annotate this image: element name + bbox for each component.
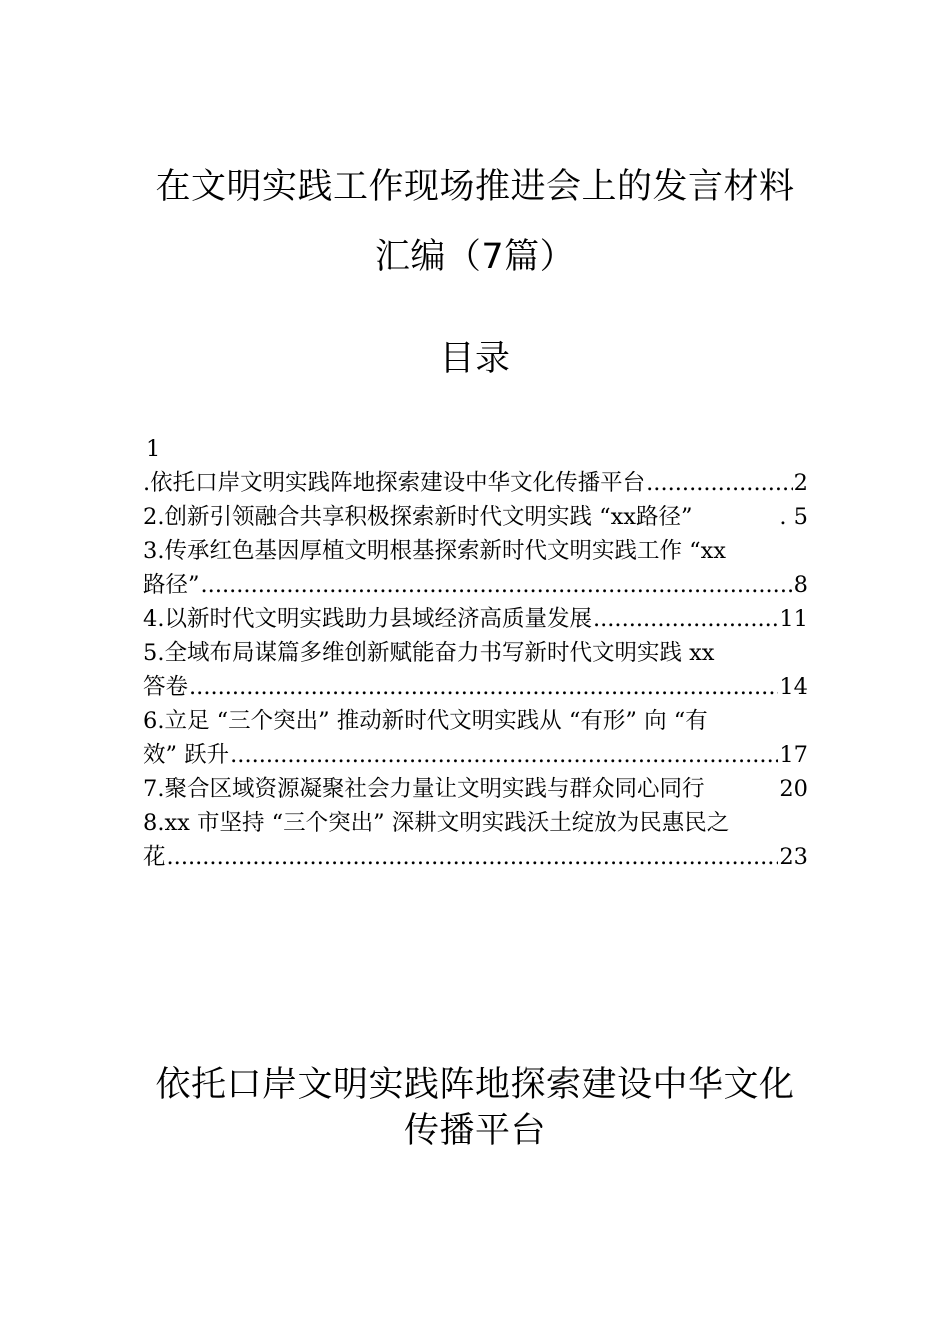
toc-entry-5[interactable] bbox=[143, 636, 808, 704]
toc-leader-dots bbox=[230, 738, 778, 772]
toc-entry-8[interactable] bbox=[143, 806, 808, 874]
toc-entry-title-line-1: 3.传承红色基因厚植文明根基探索新时代文明实践工作 “xx bbox=[143, 538, 727, 564]
toc-entry-title-line-2: 花 bbox=[143, 844, 166, 870]
toc-leader-dots bbox=[593, 602, 778, 636]
toc-leader-dots bbox=[189, 670, 778, 704]
toc-entry-title-line-2: 效” 跃升 bbox=[143, 742, 230, 768]
toc-entry-7[interactable] bbox=[143, 772, 808, 806]
toc-page-number: 23 bbox=[779, 844, 808, 870]
toc-leader-dots bbox=[201, 568, 793, 602]
toc-page-number: 8 bbox=[793, 572, 808, 598]
toc-heading: 目录 bbox=[439, 339, 511, 379]
toc-leading-number: 1 bbox=[146, 436, 161, 462]
toc-entry-title: 2.创新引领融合共享积极探索新时代文明实践 “xx路径” bbox=[143, 504, 693, 530]
toc-entry-title-line-1: 8.xx 市坚持 “三个突出” 深耕文明实践沃土绽放为民惠民之 bbox=[143, 810, 730, 836]
toc-page-number: 14 bbox=[779, 674, 808, 700]
document-title-line-2: 汇编（7篇） bbox=[374, 237, 576, 277]
toc-page-number: 11 bbox=[779, 606, 808, 632]
toc-entry-3[interactable] bbox=[143, 534, 808, 602]
toc-entry-title: .依托口岸文明实践阵地探索建设中华文化传播平台 bbox=[143, 470, 646, 496]
toc-page-number: 5 bbox=[793, 504, 808, 530]
toc-leader-dots: . bbox=[779, 504, 787, 530]
toc-entry-title-line-1: 6.立足 “三个突出” 推动新时代文明实践从 “有形” 向 “有 bbox=[143, 708, 708, 734]
toc-leader-dots bbox=[646, 466, 793, 500]
toc-entry-1[interactable] bbox=[143, 466, 808, 500]
toc-entry-title: 4.以新时代文明实践助力县域经济高质量发展 bbox=[143, 606, 592, 632]
toc-entry-title-line-2: 答卷 bbox=[143, 674, 189, 700]
document-title-line-1: 在文明实践工作现场推进会上的发言材料 bbox=[155, 167, 795, 207]
toc-entry-4[interactable] bbox=[143, 602, 808, 636]
section-title-line-2: 传播平台 bbox=[403, 1111, 546, 1151]
toc-page-number: 17 bbox=[779, 742, 808, 768]
toc-page-number: 20 bbox=[779, 776, 808, 802]
toc-entry-title-line-2: 路径” bbox=[143, 572, 200, 598]
toc-entry-title: 7.聚合区域资源凝聚社会力量让文明实践与群众同心同行 bbox=[143, 776, 705, 802]
toc-leader-dots bbox=[167, 840, 779, 874]
toc-entry-title-line-1: 5.全域布局谋篇多维创新赋能奋力书写新时代文明实践 xx bbox=[143, 640, 715, 666]
table-of-contents bbox=[143, 432, 808, 874]
section-title-line-1: 依托口岸文明实践阵地探索建设中华文化 bbox=[155, 1065, 795, 1105]
toc-entry-6[interactable] bbox=[143, 704, 808, 772]
toc-page-number: 2 bbox=[793, 470, 808, 496]
toc-entry-2[interactable] bbox=[143, 500, 808, 534]
